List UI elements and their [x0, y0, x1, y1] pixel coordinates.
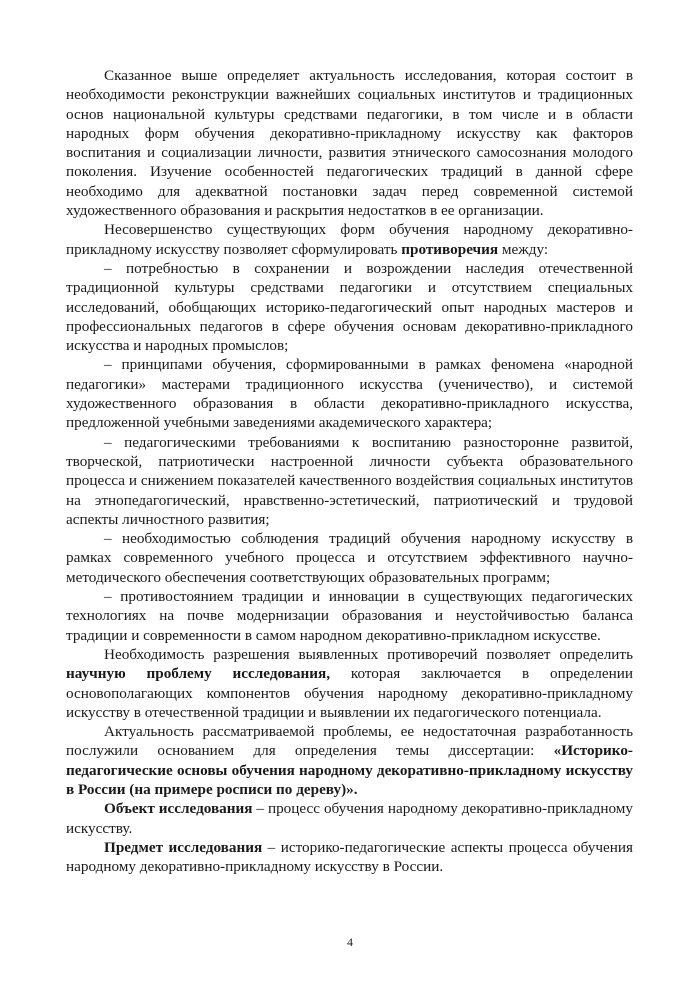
paragraph-dissertation-topic: Актуальность рассматриваемой проблемы, ее недостаточная разработанность послужили основанием для определения темы диссертации: «Историко-педагогические основы обучения народному декоративно-прикладному искусству в России (на примере росписи по дереву)». — [66, 723, 633, 798]
body-text — [66, 66, 633, 876]
paragraph-relevance: Сказанное выше определяет актуальность исследования, которая состоит в необходимости реконструкции важнейших социальных институтов и традиционных основ национальной культуры средствами педагогики, в том числе и в области народных форм обучения декоративно-прикладному искусству как факторов воспитания и социализации личности, развития этнического самосознания молодого поколения. Изучение особенностей педагогических традиций в данной сфере необходимо для адекватной постановки задач перед современной системой художественного образования и раскрытия недостатков в ее организации. — [66, 67, 633, 220]
paragraph-research-object: Объект исследования – процесс обучения народному декоративно-прикладному искусству. — [66, 800, 633, 837]
list-item: – необходимостью соблюдения традиций обучения народному искусству в рамках современного учебного процесса и отсутствием эффективного научно-методического обеспечения соответствующих образовательных программ; — [66, 530, 633, 586]
paragraph-research-problem: Необходимость разрешения выявленных противоречий позволяет определить научную проблему исследования, которая заключается в определении основополагающих компонентов обучения народному декоративно-прикладному искусству в отечественной традиции и выявлении их педагогического потенциала. — [66, 645, 633, 721]
list-item: – педагогическими требованиями к воспитанию разносторонне развитой, творческой, патриотически настроенной личности субъекта образовательного процесса и снижением показателей качественного воздействия социальных институтов на этнопедагогический, нравственно-эстетический, патриотический и трудовой аспекты личностного развития; — [66, 433, 633, 528]
page-number: 4 — [347, 935, 353, 949]
list-item: – противостоянием традиции и инновации в существующих педагогических технологиях на почве модернизации образования и неустойчивостью баланса традиции и современности в самом народном декоративно-прикладном искусстве. — [66, 588, 633, 644]
list-item: – принципами обучения, сформированными в рамках феномена «народной педагогики» мастерами традиционного искусства (ученичество), и системой художественного образования в области декоративно-прикладного искусства, предложенной учебными заведениями академического характера; — [66, 356, 633, 432]
paragraph-contradictions-intro: Несовершенство существующих форм обучения народному декоративно-прикладному искусству позволяет сформулировать противоречия между: — [66, 221, 633, 258]
paragraph-research-subject: Предмет исследования – историко-педагогические аспекты процесса обучения народному декоративно-прикладному искусству в России. — [66, 838, 633, 876]
list-item: – потребностью в сохранении и возрождении наследия отечественной традиционной культуры средствами педагогики и отсутствием специальных исследований, обобщающих историко-педагогический опыт народных мастеров и профессиональных педагогов в сфере обучения основам декоративно-прикладного искусства и народных промыслов; — [66, 259, 633, 355]
